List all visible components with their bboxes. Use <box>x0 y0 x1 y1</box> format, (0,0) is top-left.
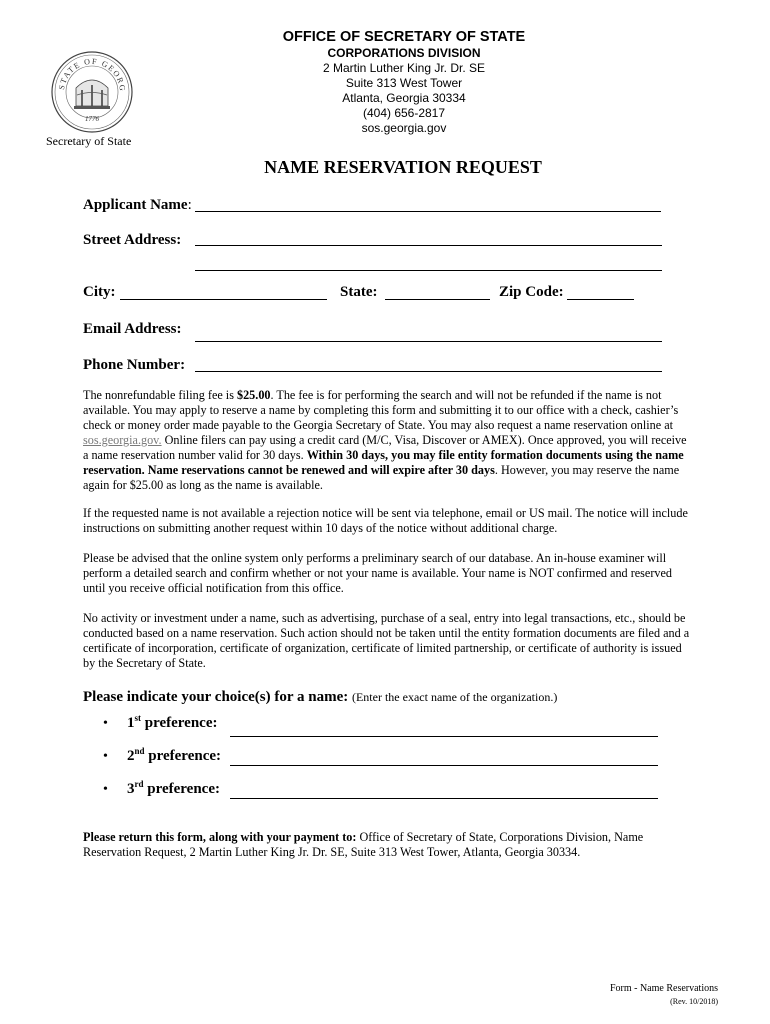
address-line: 2 Martin Luther King Jr. Dr. SE <box>322 61 486 75</box>
svg-text:1776: 1776 <box>85 115 99 123</box>
state-field[interactable] <box>385 299 490 300</box>
office-header <box>270 29 538 136</box>
street-address-field-2[interactable] <box>195 270 662 271</box>
svg-text:STATE OF GEORGIA: STATE OF GEORG <box>57 56 128 93</box>
city-label: City: <box>83 284 116 300</box>
email-address-field[interactable] <box>195 341 662 342</box>
state-label: State: <box>340 284 378 300</box>
applicant-name-label: Applicant Name: <box>83 197 192 213</box>
preliminary-search-paragraph: Please be advised that the online system only performs a preliminary search of our database. An in-house examiner will perform a detailed search and confirm whether or not your name is available. Your name is NOT confirmed and reserved until you receive official notification from this office. <box>83 551 672 595</box>
email-address-label: Email Address: <box>83 321 182 337</box>
street-address-field-1[interactable] <box>195 245 662 246</box>
third-preference-label: • 3rd preference: <box>103 779 220 797</box>
second-preference-field[interactable] <box>230 765 658 766</box>
division-name: CORPORATIONS DIVISION <box>327 46 481 60</box>
city-field[interactable] <box>120 299 327 300</box>
sos-website-link[interactable]: sos.georgia.gov. <box>83 433 162 447</box>
street-address-label: Street Address: <box>83 232 182 248</box>
first-preference-field[interactable] <box>230 736 658 737</box>
choice-heading: Please indicate your choice(s) for a name: (Enter the exact name of the organization.) <box>83 689 558 705</box>
second-preference-label: • 2nd preference: <box>103 746 222 764</box>
rejection-paragraph: If the requested name is not available a rejection notice will be sent via telephone, email or US mail. The notice will include instructions on submitting another request within 10 days of the notice without additional charge. <box>83 506 688 535</box>
phone-number-label: Phone Number: <box>83 357 186 373</box>
form-title: NAME RESERVATION REQUEST <box>264 157 542 177</box>
office-title: OFFICE OF SECRETARY OF STATE <box>282 29 526 45</box>
fee-paragraph: The nonrefundable filing fee is $25.00. The fee is for performing the search and will not be refunded if the name is not available. You may apply to reserve a name by completing this form and submitting it to our office with a check, cashier’s check or money order made payable to the Georgia Secretary of State. You may also request a name reservation online at sos.georgia.gov. Online filers can pay using a credit card (M/C, Visa, Discover or AMEX). Once approved, you will receive a name reservation number valid for 30 days. Within 30 days, you may file entity formation documents using the name reservation. Name reservations cannot be renewed and will expire after 30 days. However, you may reserve the name again for $25.00 as long as the name is available. <box>83 388 687 492</box>
first-preference-label: • 1st preference: <box>103 713 218 731</box>
third-preference-field[interactable] <box>230 798 658 799</box>
footer-form-name: Form - Name Reservations <box>609 983 718 994</box>
phone-line: (404) 656-2817 <box>362 106 446 120</box>
return-instructions: Please return this form, along with your payment to: Office of Secretary of State, Corporations Division, Name Reservation Request, 2 Martin Luther King Jr. Dr. SE, Suite 313 West Tower, Atlanta, Georgia 30334. <box>83 830 644 859</box>
state-seal-logo <box>50 50 134 134</box>
phone-number-field[interactable] <box>195 371 662 372</box>
zip-code-field[interactable] <box>567 299 634 300</box>
applicant-name-field[interactable] <box>195 211 661 212</box>
website-line: sos.georgia.gov <box>361 121 447 135</box>
seal-caption: Secretary of State <box>46 134 132 148</box>
zip-code-label: Zip Code: <box>499 284 564 300</box>
address-line: Atlanta, Georgia 30334 <box>342 91 466 105</box>
footer-revision: (Rev. 10/2018) <box>670 997 718 1006</box>
no-activity-paragraph: No activity or investment under a name, such as advertising, purchase of a seal, entry into legal transactions, etc., should be conducted based on a name reservation. Such action should not be taken until the entity formation documents are filed and a certificate of incorporation, certificate of organization, certificate of limited partnership, or certificate of authority is issued by the Secretary of State. <box>83 611 690 670</box>
address-line: Suite 313 West Tower <box>345 76 463 90</box>
